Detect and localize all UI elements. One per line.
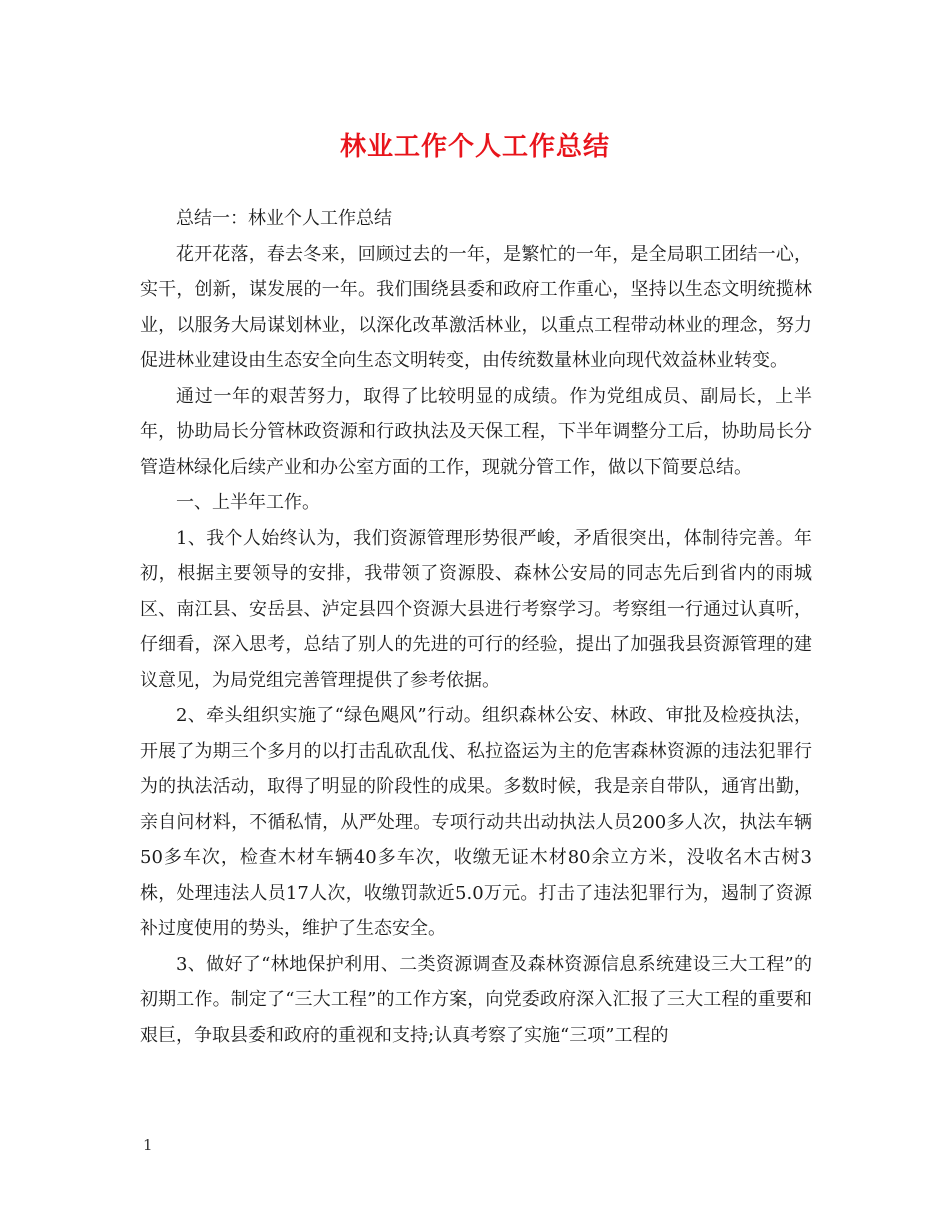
body-paragraph: 2、牵头组织实施了“绿色飓风”行动。组织森林公安、林政、审批及检疫执法，开展了为期三个多月的以打击乱砍乱伐、私拉盗运为主的危害森林资源的违法犯罪行为的执法活动，取得了明显的阶段性的成果。多数时候，我是亲自带队，通宵出勤，亲自问材料，不循私情，从严处理。专项行动共出动执法人员200多人次，执法车辆50多车次，检查木材车辆40多车次，收缴无证木材80余立方米，没收名木古树3株，处理违法人员17人次，收缴罚款近5.0万元。打击了违法犯罪行为，遏制了资源补过度使用的势头，维护了生态安全。 [140, 705, 812, 939]
document-body [140, 201, 812, 1053]
section-heading: 总结一：林业个人工作总结 [176, 208, 392, 229]
body-paragraph: 1、我个人始终认为，我们资源管理形势很严峻，矛盾很突出，体制待完善。年初，根据主要领导的安排，我带领了资源股、森林公安局的同志先后到省内的雨城区、南江县、安岳县、泸定县四个资源大县进行考察学习。考察组一行通过认真听，仔细看，深入思考，总结了别人的先进的可行的经验，提出了加强我县资源管理的建议意见，为局党组完善管理提供了参考依据。 [140, 527, 812, 691]
section-heading: 一、上半年工作。 [176, 492, 320, 513]
body-paragraph: 花开花落，春去冬来，回顾过去的一年，是繁忙的一年，是全局职工团结一心，实干，创新，谋发展的一年。我们围绕县委和政府工作重心，坚持以生态文明统揽林业，以服务大局谋划林业，以深化改革激活林业，以重点工程带动林业的理念，努力促进林业建设由生态安全向生态文明转变，由传统数量林业向现代效益林业转变。 [140, 243, 812, 371]
body-paragraph: 通过一年的艰苦努力，取得了比较明显的成绩。作为党组成员、副局长，上半年，协助局长分管林政资源和行政执法及天保工程，下半年调整分工后，协助局长分管造林绿化后续产业和办公室方面的工作，现就分管工作，做以下简要总结。 [140, 385, 812, 478]
document-title: 林业工作个人工作总结 [339, 132, 610, 162]
page-number: 1 [143, 1136, 153, 1154]
body-paragraph: 3、做好了“林地保护利用、二类资源调查及森林资源信息系统建设三大工程”的初期工作。制定了“三大工程”的工作方案，向党委政府深入汇报了三大工程的重要和艰巨，争取县委和政府的重视和支持;认真考察了实施“三项”工程的 [140, 953, 812, 1046]
